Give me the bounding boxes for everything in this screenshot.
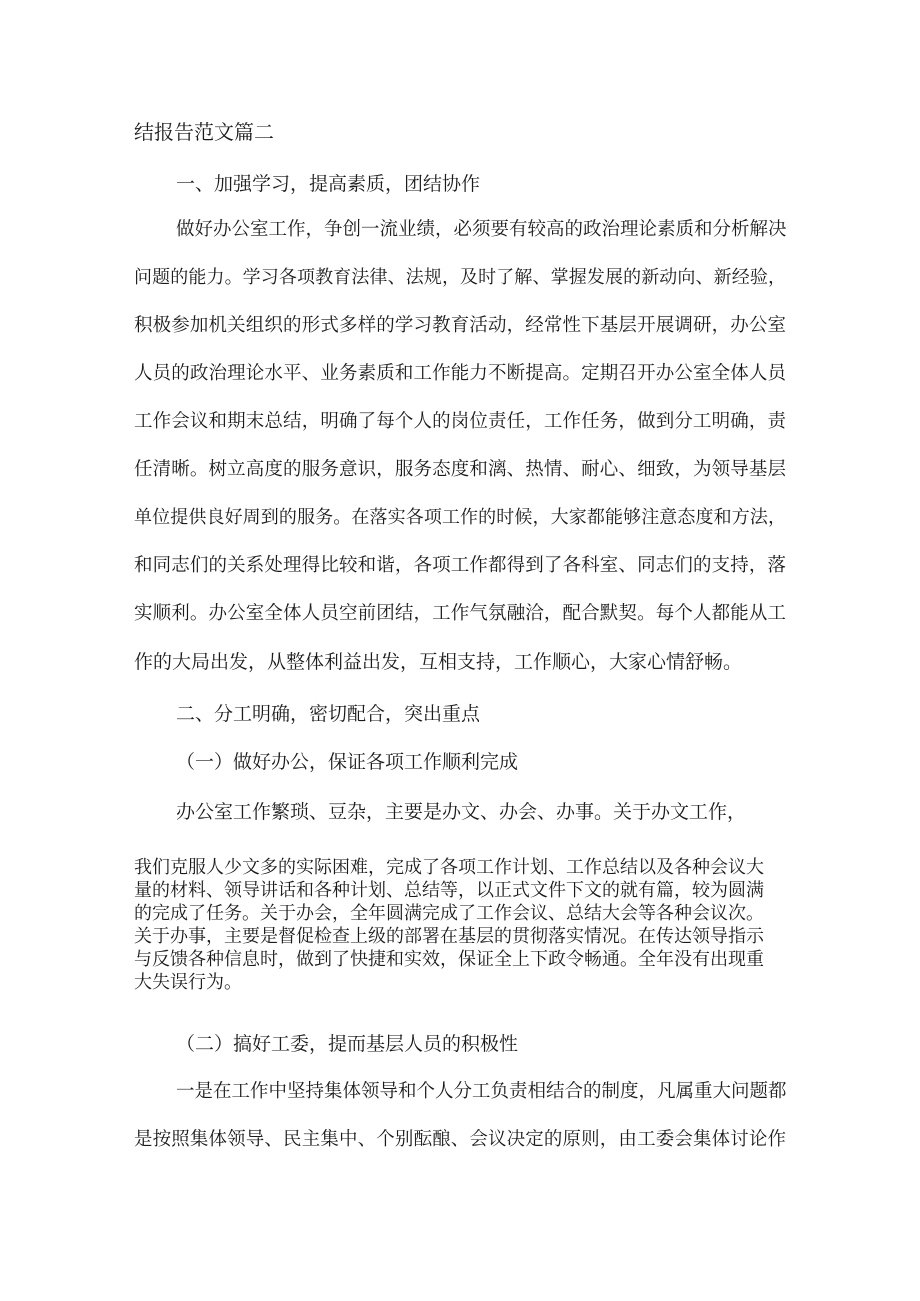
paragraph-line: 工作会议和期末总结，明确了每个人的岗位责任，工作任务，做到分工明确，责 [134, 411, 786, 432]
dense-paragraph-line: 我们克服人少文多的实际困难，完成了各项工作计划、工作总结以及各种会议大 [134, 857, 764, 878]
paragraph-line: 任清晰。树立高度的服务意识，服务态度和漓、热情、耐心、细致，为领导基层 [134, 459, 786, 480]
document-title: 结报告范文篇二 [134, 120, 274, 144]
paragraph-line: 作的大局出发，从整体利益出发，互相支持，工作顺心，大家心情舒畅。 [134, 651, 743, 673]
dense-paragraph-line: 大失误行为。 [134, 972, 242, 993]
paragraph-line: 做好办公室工作，争创一流业绩，必须要有较高的政治理论素质和分析解决 [176, 219, 787, 240]
paragraph-line: 人员的政治理论水平、业务素质和工作能力不断提高。定期召开办公室全体人员 [134, 363, 786, 384]
paragraph-line: 和同志们的关系处理得比较和谐，各项工作都得到了各科室、同志们的支持，落 [134, 555, 786, 576]
paragraph-line: 办公室工作繁琐、豆杂，主要是办文、办会、办事。关于办文工作， [176, 801, 747, 823]
paragraph-line: 单位提供良好周到的服务。在落实各项工作的时候，大家都能够注意态度和方法， [134, 507, 786, 528]
dense-paragraph-line: 与反馈各种信息时，做到了快捷和实效，保证全上下政令畅通。全年没有出现重 [134, 949, 764, 970]
paragraph-line: 问题的能力。学习各项教育法律、法规，及时了解、掌握发展的新动向、新经验， [134, 267, 786, 288]
dense-paragraph-line: 关于办事，主要是督促检查上级的部署在基层的贯彻落实情况。在传达领导指示 [134, 926, 764, 947]
dense-paragraph-line: 的完成了任务。关于办会，全年圆满完成了工作会议、总结大会等各种会议次。 [134, 903, 764, 924]
subsection-heading-2: （二）搞好工委，提而基层人员的积极性 [176, 1033, 519, 1055]
dense-paragraph-line: 量的材料、领导讲话和各种计划、总结等，以正式文件下文的就有篇，较为圆满 [134, 880, 764, 901]
paragraph-line: 实顺利。办公室全体人员空前团结，工作气氛融洽，配合默契。每个人都能从工 [134, 603, 786, 624]
section-heading-2: 二、分工明确，密切配合，突出重点 [176, 703, 481, 725]
section-heading-1: 一、加强学习，提高素质，团结协作 [176, 173, 481, 195]
subsection-heading-1: （一）做好办公，保证各项工作顺利完成 [176, 751, 519, 773]
paragraph-line: 积极参加机关组织的形式多样的学习教育活动，经常性下基层开展调研，办公室 [134, 315, 786, 336]
paragraph-line: 是按照集体领导、民主集中、个别酝酿、会议决定的原则，由工委会集体讨论作 [134, 1129, 786, 1150]
paragraph-line: 一是在工作中坚持集体领导和个人分工负责相结合的制度，凡属重大问题都 [176, 1081, 787, 1102]
